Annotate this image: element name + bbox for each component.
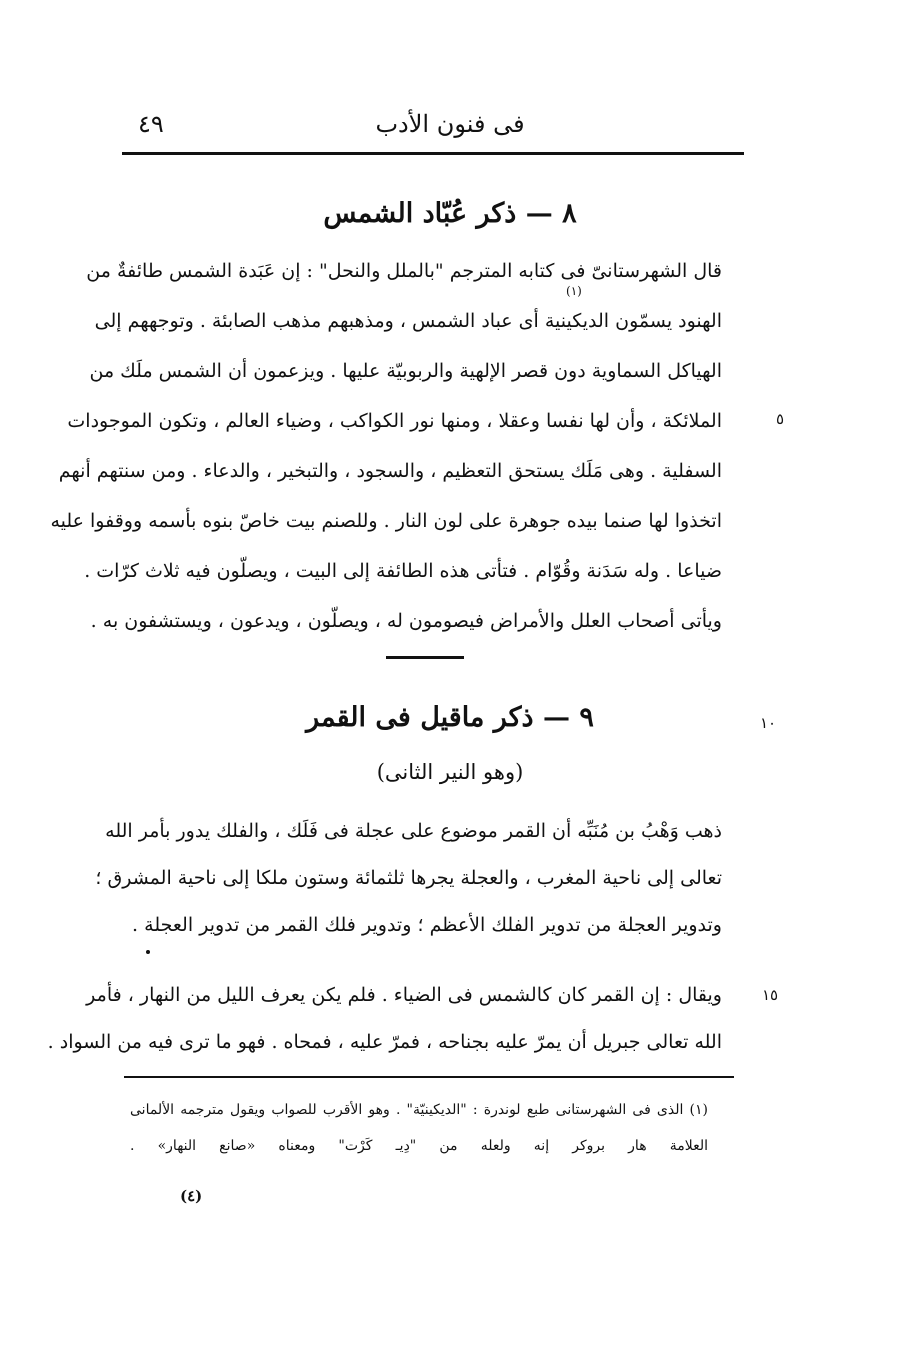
footnote xyxy=(130,1092,708,1164)
running-header-title: فى فنون الأدب xyxy=(375,110,525,138)
section-8-heading: ٨ — ذكر عُبّاد الشمس xyxy=(323,198,577,229)
text-line: ويقال : إن القمر كان كالشمس فى الضياء . فلم يكن يعرف الليل من النهار ، فأمر xyxy=(86,984,722,1006)
text-line: الله تعالى جبريل أن يمرّ عليه بجناحه ، فمرّ عليه ، فمحاه . فهو ما ترى فيه من السواد . xyxy=(47,1031,722,1053)
footnote-rule xyxy=(124,1076,734,1078)
section-9-paragraph-2 xyxy=(47,972,722,1066)
header-rule xyxy=(122,152,744,155)
text-line: ويأتى أصحاب العلل والأمراض فيصومون له ، ويصلّون ، ويدعون ، ويستشفون به . xyxy=(90,610,722,632)
section-8-body xyxy=(50,246,722,646)
section-9-paragraph-1 xyxy=(95,808,722,949)
text-line: اتخذوا لها صنما بيده جوهرة على لون النار . وللصنم بيت خاصّ بنوه بأسمه ووقفوا عليه xyxy=(50,510,722,532)
footnote-line: (١) الذى فى الشهرستانى طبع لوندرة : "الديكينيّة" . وهو الأقرب للصواب ويقول مترجمه الألمانى xyxy=(130,1102,708,1118)
text-line: السفلية . وهى مَلَك يستحق التعظيم ، والسجود ، والتبخير ، والدعاء . ومن سنتهم أنهم xyxy=(58,460,722,482)
text-line: وتدوير العجلة من تدوير الفلك الأعظم ؛ وتدوير فلك القمر من تدوير العجلة . xyxy=(132,914,722,936)
page-number: ٤٩ xyxy=(138,110,164,138)
text-line: الهنود يسمّون الديكينية أى عباد الشمس ، ومذهبهم مذهب الصابئة . وتوجههم إلى xyxy=(94,310,722,332)
text-line: تعالى إلى ناحية المغرب ، والعجلة يجرها ثلثمائة وستون ملكا إلى ناحية المشرق ؛ xyxy=(95,867,722,889)
margin-line-number-10: ١٠ xyxy=(760,714,777,732)
section-divider xyxy=(386,656,464,659)
margin-line-number-5: ٥ xyxy=(776,410,785,428)
footnote-reference: (١) xyxy=(566,284,582,298)
margin-line-number-15: ١٥ xyxy=(762,986,779,1004)
section-9-subheading: (وهو النير الثانى) xyxy=(376,760,524,784)
section-9-heading: ٩ — ذكر ماقيل فى القمر xyxy=(306,702,594,733)
footnote-line: العلامة هار بروكر إنه ولعله من "دِيـ كَرْت" ومعناه «صانع النهار» . xyxy=(130,1138,708,1154)
ink-speck xyxy=(146,950,150,954)
text-line: الهياكل السماوية دون قصر الإلهية والربوبيّة عليها . ويزعمون أن الشمس ملَك من xyxy=(89,360,722,382)
signature-mark: (٤) xyxy=(180,1187,203,1205)
text-line: ضياعا . وله سَدَنة وقُوّام . فتأتى هذه الطائفة إلى البيت ، ويصلّون فيه ثلاث كرّات . xyxy=(84,560,722,582)
text-line: الملائكة ، وأن لها نفسا وعقلا ، ومنها نور الكواكب ، وضياء العالم ، وتكون الموجودات xyxy=(67,410,722,432)
text-line: ذهب وَهْبُ بن مُنَبِّه أن القمر موضوع على عجلة فى فَلَك ، والفلك يدور بأمر الله xyxy=(105,820,722,842)
text-line: قال الشهرستانىّ فى كتابه المترجم "بالملل والنحل" : إن عَبَدة الشمس طائفةٌ من xyxy=(86,260,722,282)
